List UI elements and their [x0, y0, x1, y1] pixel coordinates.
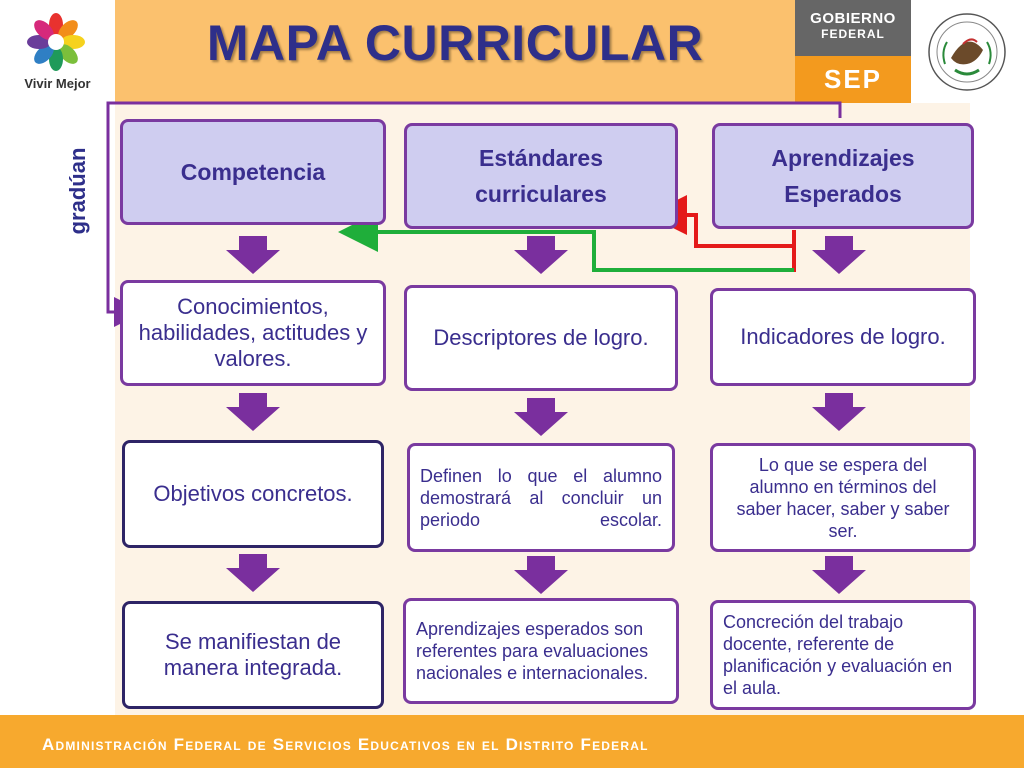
- aprendizajes-item-1: [710, 288, 976, 386]
- header-estandares-label: Estándares curriculares: [475, 145, 607, 207]
- header-competencia-label: Competencia: [180, 159, 326, 185]
- header-competencia: [120, 119, 386, 225]
- estandares-item-2-text: Definen lo que el alumno demostrará al concluir un periodo escolar.: [420, 465, 662, 530]
- competencia-item-2: [122, 440, 384, 548]
- aprendizajes-item-2-text: Lo que se espera del alumno en términos del saber hacer, saber y saber ser.: [736, 454, 950, 541]
- down-arrow-1-3: [226, 554, 280, 592]
- down-arrow-3-2: [812, 393, 866, 431]
- aprendizajes-item-1-text: Indicadores de logro.: [740, 324, 946, 349]
- down-arrow-1-2: [226, 393, 280, 431]
- competencia-item-2-text: Objetivos concretos.: [153, 481, 353, 506]
- down-arrow-2-1: [514, 236, 568, 274]
- competencia-item-3-text: Se manifiestan de manera integrada.: [163, 629, 343, 680]
- aprendizajes-item-2: [710, 443, 976, 552]
- page-title: MAPA CURRICULAR: [206, 15, 704, 71]
- competencia-item-1: [120, 280, 386, 386]
- competencia-item-3: [122, 601, 384, 709]
- green-connector: [346, 232, 794, 270]
- down-arrow-2-3: [514, 556, 568, 594]
- header-aprendizajes: [712, 123, 974, 229]
- down-arrow-2-2: [514, 398, 568, 436]
- estandares-item-3: [403, 598, 679, 704]
- sep-badge: SEP: [795, 56, 911, 103]
- down-arrow-1-1: [226, 236, 280, 274]
- aprendizajes-item-3: [710, 600, 976, 710]
- competencia-item-1-text: Conocimientos, habilidades, actitudes y valores.: [138, 294, 368, 371]
- header-aprendizajes-label: Aprendizajes Esperados: [771, 145, 915, 207]
- aprendizajes-item-3-text: Concreción del trabajo docente, referente de planificación y evaluación en el aula.: [723, 612, 953, 698]
- estandares-item-3-text: Aprendizajes esperados son referentes para evaluaciones nacionales e internacionales.: [416, 619, 649, 683]
- down-arrow-3-3: [812, 556, 866, 594]
- graduan-text: gradúan: [65, 147, 90, 235]
- footer-text: Administración Federal de Servicios Educativos en el Distrito Federal: [42, 735, 649, 754]
- header-estandares: [404, 123, 678, 229]
- down-arrow-3-1: [812, 236, 866, 274]
- estandares-item-2: [407, 443, 675, 552]
- estandares-item-1: [404, 285, 678, 391]
- gobierno-line1: GOBIERNO: [810, 10, 896, 27]
- estandares-item-1-text: Descriptores de logro.: [433, 325, 649, 350]
- vivir-mejor-label: Vivir Mejor: [24, 76, 91, 91]
- graduan-label: [58, 140, 98, 240]
- gobierno-line2: FEDERAL: [821, 27, 885, 41]
